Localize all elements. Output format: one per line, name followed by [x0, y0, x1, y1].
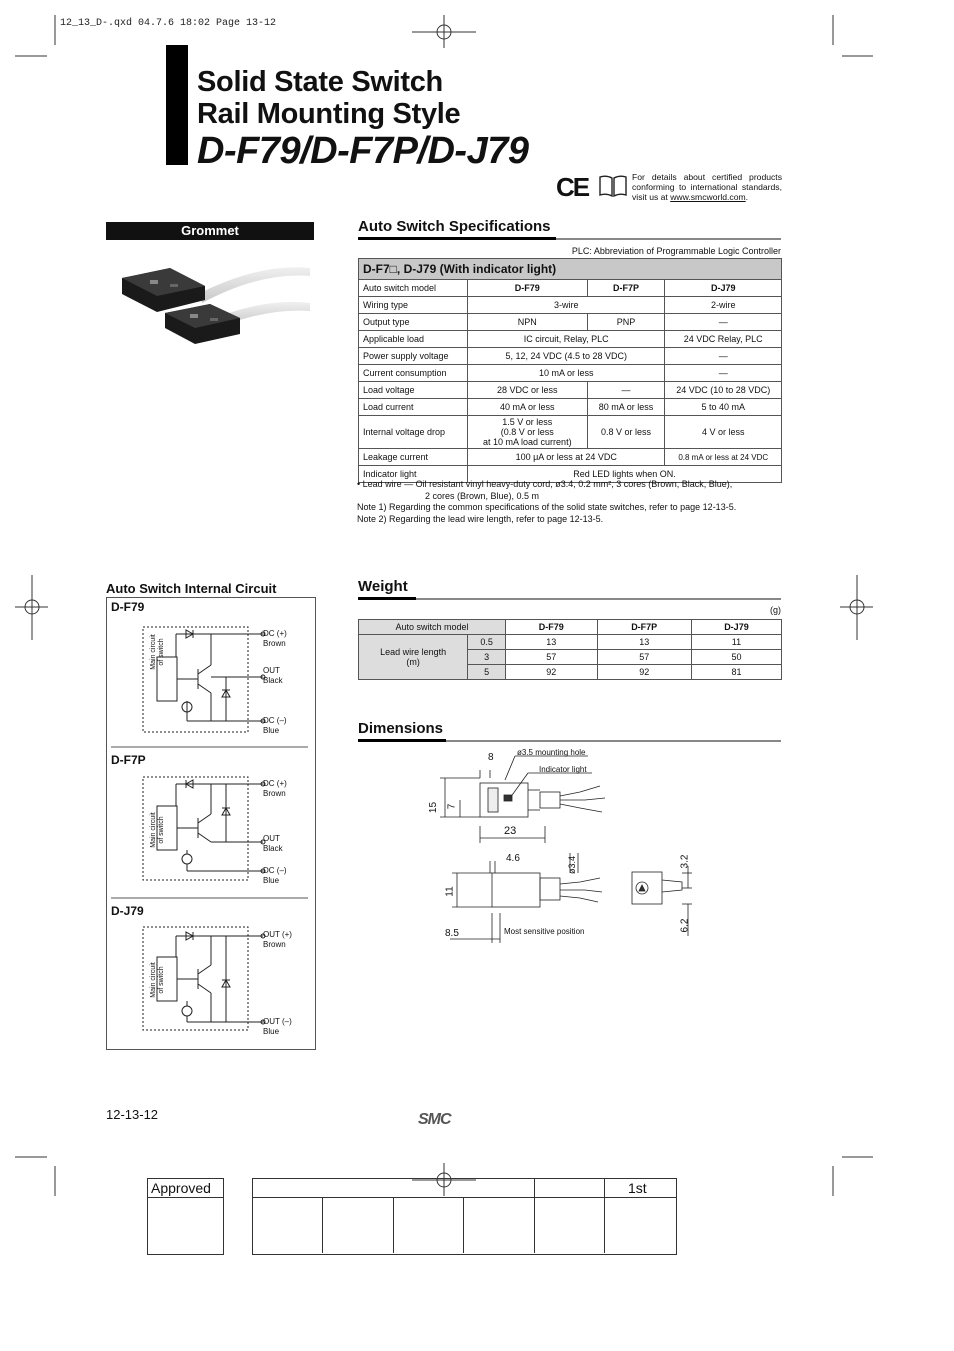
f79-out: OUT Black: [263, 666, 283, 685]
weight-title-rule-grey: [416, 598, 781, 600]
dim-32: 3.2: [679, 854, 691, 869]
weight-table: Auto switch model D-F79 D-F7P D-J79 Lead wire length (m) 0.5 13 13 11 3 57 57 50 5 92 92 81: [358, 619, 782, 680]
approved-divider: [147, 1197, 223, 1198]
j79-outm: OUT (–) Blue: [263, 1017, 292, 1036]
j79-main-circuit: Main circuit of switch: [150, 962, 165, 998]
rev-col-1: [322, 1197, 323, 1253]
weight-title: Weight: [358, 578, 408, 595]
specs-title: Auto Switch Specifications: [358, 218, 551, 235]
product-photo: [110, 248, 310, 348]
dimensions-title: Dimensions: [358, 720, 444, 737]
page-title-line1: Solid State Switch: [197, 66, 443, 98]
weight-unit: (g): [770, 605, 781, 615]
page-title-line2: Rail Mounting Style: [197, 98, 461, 130]
rev-col-2: [393, 1197, 394, 1253]
dim-34: ø3.4: [567, 855, 578, 875]
f79-main-circuit: Main circuit of switch: [150, 634, 165, 670]
f7p-out: OUT Black: [263, 834, 283, 853]
f79-dcp: DC (+) Brown: [263, 629, 287, 648]
rev-col-5: [604, 1178, 605, 1253]
dim-15: 15: [428, 801, 440, 814]
ce-mark: CE: [556, 172, 589, 202]
dim-46: 4.6: [506, 853, 520, 864]
dim-sensitive: Most sensitive position: [504, 927, 585, 936]
smc-logo: SMC: [418, 1111, 451, 1128]
dim-7: 7: [446, 803, 458, 810]
j79-outp: OUT (+) Brown: [263, 930, 292, 949]
smcworld-link[interactable]: www.smcworld.com: [670, 192, 746, 202]
plc-note: PLC: Abbreviation of Programmable Logic Controller: [571, 246, 781, 256]
dim-indicator: Indicator light: [539, 765, 587, 774]
dimensions-title-rule: [358, 739, 446, 742]
dim-11: 11: [444, 886, 456, 897]
specs-table: D-F7□, D-J79 (With indicator light) Auto switch model D-F79 D-F7P D-J79 Wiring type 3-wire 2-wire Output type NPN PNP — Applicable load IC circuit, Relay, PLC 24 VDC Relay, PLC Power supply voltage 5, 12, 24 VDC (4.5 to 28 VDC) — Current consumption 10 mA or less — Load voltage 28 VDC or less — 24 VDC (10 to 28 VDC) Load current 40 mA or less 80 mA or less 5 to 40 mA Internal voltage drop 1.5 V or less (0.8 V or less at 10 mA load current) 0.8 V or less 4 V or less Leakage current 100 μA or less at 24 VDC 0.8 mA or less at 24 VDC Indicator light Red LED lights when ON.: [358, 258, 782, 483]
dim-8: 8: [488, 752, 494, 763]
dimensions-title-rule-grey: [446, 740, 781, 742]
weight-title-rule: [358, 597, 416, 600]
certification-note: For details about certified products conforming to international standards, visit us at www.smcworld.com.: [632, 172, 782, 202]
dim-mounting-hole: ø3.5 mounting hole: [517, 748, 586, 757]
book-icon: [598, 174, 628, 198]
page-number: 12-13-12: [106, 1107, 159, 1122]
f7p-dcp: DC (+) Brown: [263, 779, 287, 798]
first-label: 1st: [628, 1180, 647, 1196]
rev-col-3: [463, 1197, 464, 1253]
f7p-main-circuit: Main circuit of switch: [150, 812, 165, 848]
dim-62: 6.2: [679, 918, 691, 933]
dimension-drawing: [420, 748, 710, 943]
file-header: 12_13_D-.qxd 04.7.6 18:02 Page 13-12: [60, 18, 277, 29]
dim-85: 8.5: [445, 928, 459, 939]
page-title-model: D-F79/D-F7P/D-J79: [197, 130, 529, 172]
specs-title-rule: [358, 237, 556, 240]
rev-col-4: [534, 1178, 535, 1253]
revision-box: [252, 1178, 677, 1255]
circuit-diagrams: [106, 597, 314, 1048]
circuit-f79-label: D-F79: [111, 600, 145, 614]
specs-title-rule-grey: [556, 238, 781, 240]
f79-dcm: DC (–) Blue: [263, 716, 287, 735]
revision-divider: [252, 1197, 676, 1198]
circuit-j79-label: D-J79: [111, 904, 144, 918]
grommet-label: Grommet: [106, 222, 314, 240]
f7p-dcm: DC (–) Blue: [263, 866, 287, 885]
circuit-f7p-label: D-F7P: [111, 753, 146, 767]
spec-notes: • Lead wire — Oil resistant vinyl heavy-duty cord, ø3.4, 0.2 mm², 3 cores (Brown, Black, Blue), 2 cores (Brown, Blue), 0.5 m Note 1) Regarding the common specifications of the solid state switches, refer to page 12-13-5. Note 2) Regarding the lead wire length, refer to page 12-13-5.: [357, 479, 737, 524]
title-bar: [166, 45, 188, 165]
approved-label: Approved: [151, 1180, 211, 1196]
circuit-title: Auto Switch Internal Circuit: [106, 581, 277, 596]
specs-table-header: D-F7□, D-J79 (With indicator light): [359, 259, 782, 280]
dim-23: 23: [504, 825, 517, 837]
